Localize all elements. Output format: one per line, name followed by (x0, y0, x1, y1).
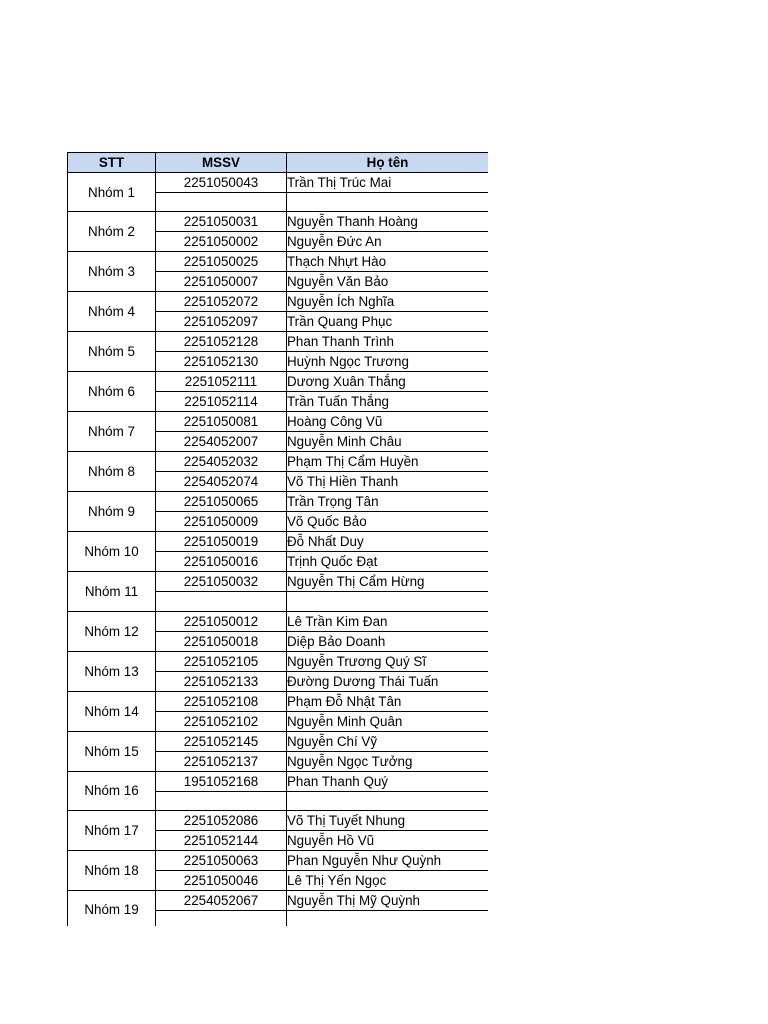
student-id-cell: 2254052074 (156, 472, 287, 492)
student-id-cell: 2251052133 (156, 671, 287, 691)
student-name-cell: Nguyễn Ích Nghĩa (287, 292, 489, 312)
group-label-cell: Nhóm 7 (68, 412, 156, 452)
table-row (68, 492, 489, 512)
student-id-cell: 2251052108 (156, 691, 287, 711)
student-id-cell: 2251050016 (156, 552, 287, 572)
student-id-cell: 2254052007 (156, 432, 287, 452)
student-id-cell: 2251050009 (156, 512, 287, 532)
student-name-cell: Võ Thị Tuyết Nhung (287, 810, 489, 830)
student-id-cell: 2251052137 (156, 751, 287, 771)
table-row (68, 292, 489, 312)
group-label-cell: Nhóm 9 (68, 492, 156, 532)
group-label-cell: Nhóm 13 (68, 651, 156, 691)
table-row (68, 452, 489, 472)
roster-table-viewport (67, 152, 488, 926)
student-name-cell: Hoàng Công Vũ (287, 412, 489, 432)
table-row (68, 572, 489, 592)
student-name-cell: Phan Thanh Trình (287, 332, 489, 352)
group-label-cell: Nhóm 2 (68, 212, 156, 252)
group-label-cell: Nhóm 5 (68, 332, 156, 372)
student-name-cell: Nguyễn Hồ Vũ (287, 830, 489, 850)
student-name-cell: Thạch Nhựt Hào (287, 252, 489, 272)
student-name-cell: Nguyễn Minh Châu (287, 432, 489, 452)
group-label-cell: Nhóm 15 (68, 731, 156, 771)
student-name-cell (287, 910, 489, 926)
student-id-cell: 2251052111 (156, 372, 287, 392)
student-name-cell: Diệp Bảo Doanh (287, 631, 489, 651)
student-id-cell: 2251050007 (156, 272, 287, 292)
student-name-cell: Nguyễn Ngọc Tưởng (287, 751, 489, 771)
table-row (68, 212, 489, 232)
student-id-cell: 2251050019 (156, 532, 287, 552)
student-id-cell: 2251052114 (156, 392, 287, 412)
group-label-cell: Nhóm 3 (68, 252, 156, 292)
student-id-cell: 2251052105 (156, 651, 287, 671)
table-row (68, 810, 489, 830)
student-name-cell: Trần Thị Trúc Mai (287, 173, 489, 193)
student-name-cell: Nguyễn Thị Cẩm Hừng (287, 572, 489, 592)
student-id-cell (156, 193, 287, 212)
group-label-cell: Nhóm 11 (68, 572, 156, 611)
student-name-cell: Phan Nguyễn Như Quỳnh (287, 850, 489, 870)
student-id-cell: 1951052168 (156, 771, 287, 791)
table-row (68, 173, 489, 193)
student-name-cell: Huỳnh Ngọc Trương (287, 352, 489, 372)
student-id-cell (156, 910, 287, 926)
group-label-cell: Nhóm 14 (68, 691, 156, 731)
roster-body (68, 173, 489, 927)
student-id-cell: 2251050065 (156, 492, 287, 512)
group-label-cell: Nhóm 8 (68, 452, 156, 492)
student-id-cell: 2254052032 (156, 452, 287, 472)
table-row (68, 611, 489, 631)
student-id-cell: 2251050031 (156, 212, 287, 232)
student-id-cell: 2251052086 (156, 810, 287, 830)
student-id-cell: 2251050032 (156, 572, 287, 592)
student-id-cell (156, 592, 287, 611)
table-row (68, 771, 489, 791)
group-label-cell: Nhóm 18 (68, 850, 156, 890)
table-row (68, 372, 489, 392)
student-name-cell: Nguyễn Chí Vỹ (287, 731, 489, 751)
student-id-cell: 2251050012 (156, 611, 287, 631)
table-row (68, 691, 489, 711)
group-label-cell: Nhóm 6 (68, 372, 156, 412)
student-id-cell: 2251050081 (156, 412, 287, 432)
table-row (68, 532, 489, 552)
student-name-cell (287, 193, 489, 212)
group-roster-table (67, 152, 488, 926)
student-name-cell: Nguyễn Thị Mỹ Quỳnh (287, 890, 489, 910)
student-id-cell: 2251052072 (156, 292, 287, 312)
student-name-cell: Lê Trần Kim Đan (287, 611, 489, 631)
student-name-cell: Nguyễn Văn Bảo (287, 272, 489, 292)
table-row (68, 850, 489, 870)
student-id-cell (156, 791, 287, 810)
student-name-cell: Nguyễn Thanh Hoàng (287, 212, 489, 232)
table-row (68, 332, 489, 352)
student-name-cell: Đỗ Nhất Duy (287, 532, 489, 552)
group-label-cell: Nhóm 17 (68, 810, 156, 850)
student-name-cell: Trần Trọng Tân (287, 492, 489, 512)
student-name-cell: Trịnh Quốc Đạt (287, 552, 489, 572)
group-label-cell: Nhóm 12 (68, 611, 156, 651)
student-name-cell: Dương Xuân Thắng (287, 372, 489, 392)
student-name-cell: Nguyễn Trương Quý Sĩ (287, 651, 489, 671)
table-row (68, 651, 489, 671)
student-id-cell: 2251052102 (156, 711, 287, 731)
table-row (68, 731, 489, 751)
student-id-cell: 2251050025 (156, 252, 287, 272)
group-label-cell: Nhóm 19 (68, 890, 156, 926)
student-id-cell: 2251050002 (156, 232, 287, 252)
student-name-cell: Phạm Thị Cẩm Huyền (287, 452, 489, 472)
student-name-cell: Phan Thanh Quý (287, 771, 489, 791)
table-row (68, 252, 489, 272)
student-name-cell: Phạm Đỗ Nhật Tân (287, 691, 489, 711)
header-stt: STT (68, 153, 156, 173)
student-name-cell: Võ Quốc Bảo (287, 512, 489, 532)
group-label-cell: Nhóm 10 (68, 532, 156, 572)
group-label-cell: Nhóm 4 (68, 292, 156, 332)
header-row (68, 153, 489, 173)
student-id-cell: 2254052067 (156, 890, 287, 910)
student-name-cell: Võ Thị Hiền Thanh (287, 472, 489, 492)
student-id-cell: 2251050043 (156, 173, 287, 193)
group-label-cell: Nhóm 16 (68, 771, 156, 810)
student-name-cell (287, 791, 489, 810)
student-name-cell: Nguyễn Minh Quân (287, 711, 489, 731)
student-name-cell: Trần Tuấn Thắng (287, 392, 489, 412)
header-mssv: MSSV (156, 153, 287, 173)
table-row (68, 890, 489, 910)
header-name: Họ tên (287, 153, 489, 173)
student-id-cell: 2251052130 (156, 352, 287, 372)
student-name-cell: Lê Thị Yến Ngọc (287, 870, 489, 890)
group-label-cell: Nhóm 1 (68, 173, 156, 212)
student-id-cell: 2251052128 (156, 332, 287, 352)
student-id-cell: 2251050063 (156, 850, 287, 870)
student-id-cell: 2251050046 (156, 870, 287, 890)
student-name-cell: Đường Dương Thái Tuấn (287, 671, 489, 691)
student-id-cell: 2251052097 (156, 312, 287, 332)
student-name-cell: Trần Quang Phục (287, 312, 489, 332)
table-row (68, 412, 489, 432)
student-id-cell: 2251052144 (156, 830, 287, 850)
student-name-cell (287, 592, 489, 611)
student-id-cell: 2251050018 (156, 631, 287, 651)
student-name-cell: Nguyễn Đức An (287, 232, 489, 252)
student-id-cell: 2251052145 (156, 731, 287, 751)
